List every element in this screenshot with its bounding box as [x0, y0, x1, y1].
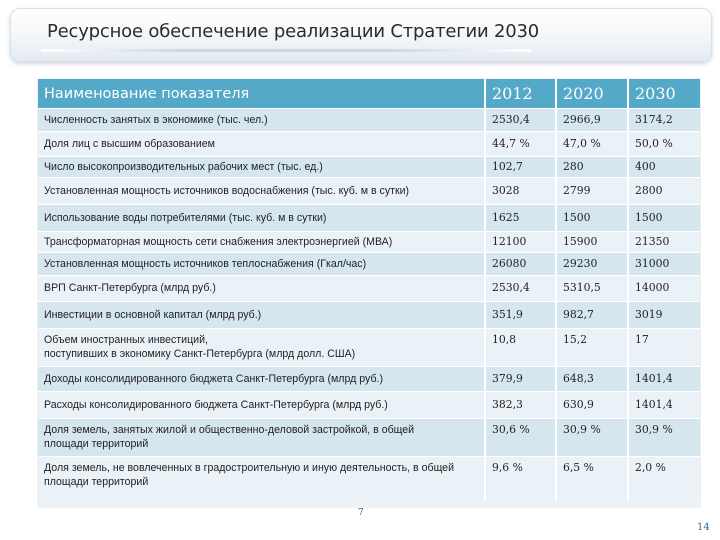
header-year-2030: 2030 — [628, 79, 700, 109]
table-row — [38, 109, 700, 132]
value-2012: 1625 — [485, 205, 556, 232]
value-2012: 382,3 — [485, 392, 556, 419]
title-bar — [10, 8, 712, 62]
table-row — [38, 253, 700, 276]
table-row — [38, 457, 700, 501]
header-indicator-name: Наименование показателя — [38, 79, 485, 109]
value-2012: 9,6 % — [485, 457, 556, 501]
table-row — [38, 157, 700, 178]
indicator-label: Инвестиции в основной капитал (млрд руб.) — [38, 302, 485, 329]
indicator-label — [38, 329, 485, 367]
indicator-label-line-1: Объем иностранных инвестиций, — [44, 334, 208, 346]
value-2030: 3019 — [628, 302, 700, 329]
value-2012: 44,7 % — [485, 132, 556, 157]
indicator-label-line-2: поступивших в экономику Санкт-Петербурга (млрд долл. США) — [44, 348, 356, 361]
table-row — [38, 276, 700, 302]
indicator-label — [38, 419, 485, 457]
value-2030: 1401,4 — [628, 392, 700, 419]
value-2030: 400 — [628, 157, 700, 178]
value-2030: 14000 — [628, 276, 700, 302]
value-2020: 1500 — [556, 205, 628, 232]
indicator-label-line-1: Доля земель, занятых жилой и общественно-деловой застройкой, в общей — [44, 424, 415, 436]
indicator-label: Установленная мощность источников теплоснабжения (Гкал/час) — [38, 253, 485, 276]
header-year-2020: 2020 — [556, 79, 628, 109]
value-2020: 2966,9 — [556, 109, 628, 132]
value-2020: 648,3 — [556, 367, 628, 392]
value-2012: 2530,4 — [485, 109, 556, 132]
indicator-label: Численность занятых в экономике (тыс. чел.) — [38, 109, 485, 132]
table-row — [38, 329, 700, 367]
value-2012: 10,8 — [485, 329, 556, 367]
value-2012: 102,7 — [485, 157, 556, 178]
header-year-2012: 2012 — [485, 79, 556, 109]
value-2020: 29230 — [556, 253, 628, 276]
table-row — [38, 392, 700, 419]
value-2030: 1401,4 — [628, 367, 700, 392]
indicator-label: ВРП Санкт-Петербурга (млрд руб.) — [38, 276, 485, 302]
bottom-mark: 7 — [358, 508, 364, 518]
value-2012: 30,6 % — [485, 419, 556, 457]
value-2030: 2,0 % — [628, 457, 700, 501]
indicator-label — [38, 457, 485, 501]
table-row — [38, 367, 700, 392]
value-2012: 12100 — [485, 232, 556, 253]
value-2012: 351,9 — [485, 302, 556, 329]
value-2020: 47,0 % — [556, 132, 628, 157]
value-2030: 2800 — [628, 178, 700, 205]
page-title: Ресурсное обеспечение реализации Стратегии 2030 — [47, 21, 540, 42]
value-2012: 26080 — [485, 253, 556, 276]
table-row — [38, 302, 700, 329]
indicator-label: Число высокопроизводительных рабочих мест (тыс. ед.) — [38, 157, 485, 178]
value-2030: 50,0 % — [628, 132, 700, 157]
value-2020: 30,9 % — [556, 419, 628, 457]
strategy-resources-table — [38, 79, 700, 501]
value-2020: 15900 — [556, 232, 628, 253]
value-2030: 21350 — [628, 232, 700, 253]
value-2020: 5310,5 — [556, 276, 628, 302]
indicator-label-line-1: Доля земель, не вовлеченных в градостроительную и иную деятельность, в общей — [44, 462, 454, 474]
table-row — [38, 178, 700, 205]
indicator-label-line-2: площади территорий — [44, 438, 149, 451]
value-2012: 3028 — [485, 178, 556, 205]
indicator-label: Трансформаторная мощность сети снабжения электроэнергией (МВА) — [38, 232, 485, 253]
value-2020: 15,2 — [556, 329, 628, 367]
value-2012: 379,9 — [485, 367, 556, 392]
indicator-label: Доходы консолидированного бюджета Санкт-Петербурга (млрд руб.) — [38, 367, 485, 392]
value-2030: 30,9 % — [628, 419, 700, 457]
value-2030: 3174,2 — [628, 109, 700, 132]
page-number: 14 — [697, 522, 710, 533]
indicator-label: Расходы консолидированного бюджета Санкт-Петербурга (млрд руб.) — [38, 392, 485, 419]
table-row — [38, 419, 700, 457]
indicator-label: Использование воды потребителями (тыс. куб. м в сутки) — [38, 205, 485, 232]
table-row — [38, 132, 700, 157]
indicator-label-line-2: площади территорий — [44, 476, 149, 489]
value-2020: 2799 — [556, 178, 628, 205]
table-row — [38, 232, 700, 253]
value-2030: 1500 — [628, 205, 700, 232]
value-2012: 2530,4 — [485, 276, 556, 302]
indicator-label: Установленная мощность источников водоснабжения (тыс. куб. м в сутки) — [38, 178, 485, 205]
value-2020: 630,9 — [556, 392, 628, 419]
indicator-label: Доля лиц с высшим образованием — [38, 132, 485, 157]
value-2020: 6,5 % — [556, 457, 628, 501]
table-row — [38, 205, 700, 232]
title-underline — [41, 49, 531, 52]
value-2030: 17 — [628, 329, 700, 367]
value-2020: 982,7 — [556, 302, 628, 329]
value-2030: 31000 — [628, 253, 700, 276]
table-header-row — [38, 79, 700, 109]
value-2020: 280 — [556, 157, 628, 178]
